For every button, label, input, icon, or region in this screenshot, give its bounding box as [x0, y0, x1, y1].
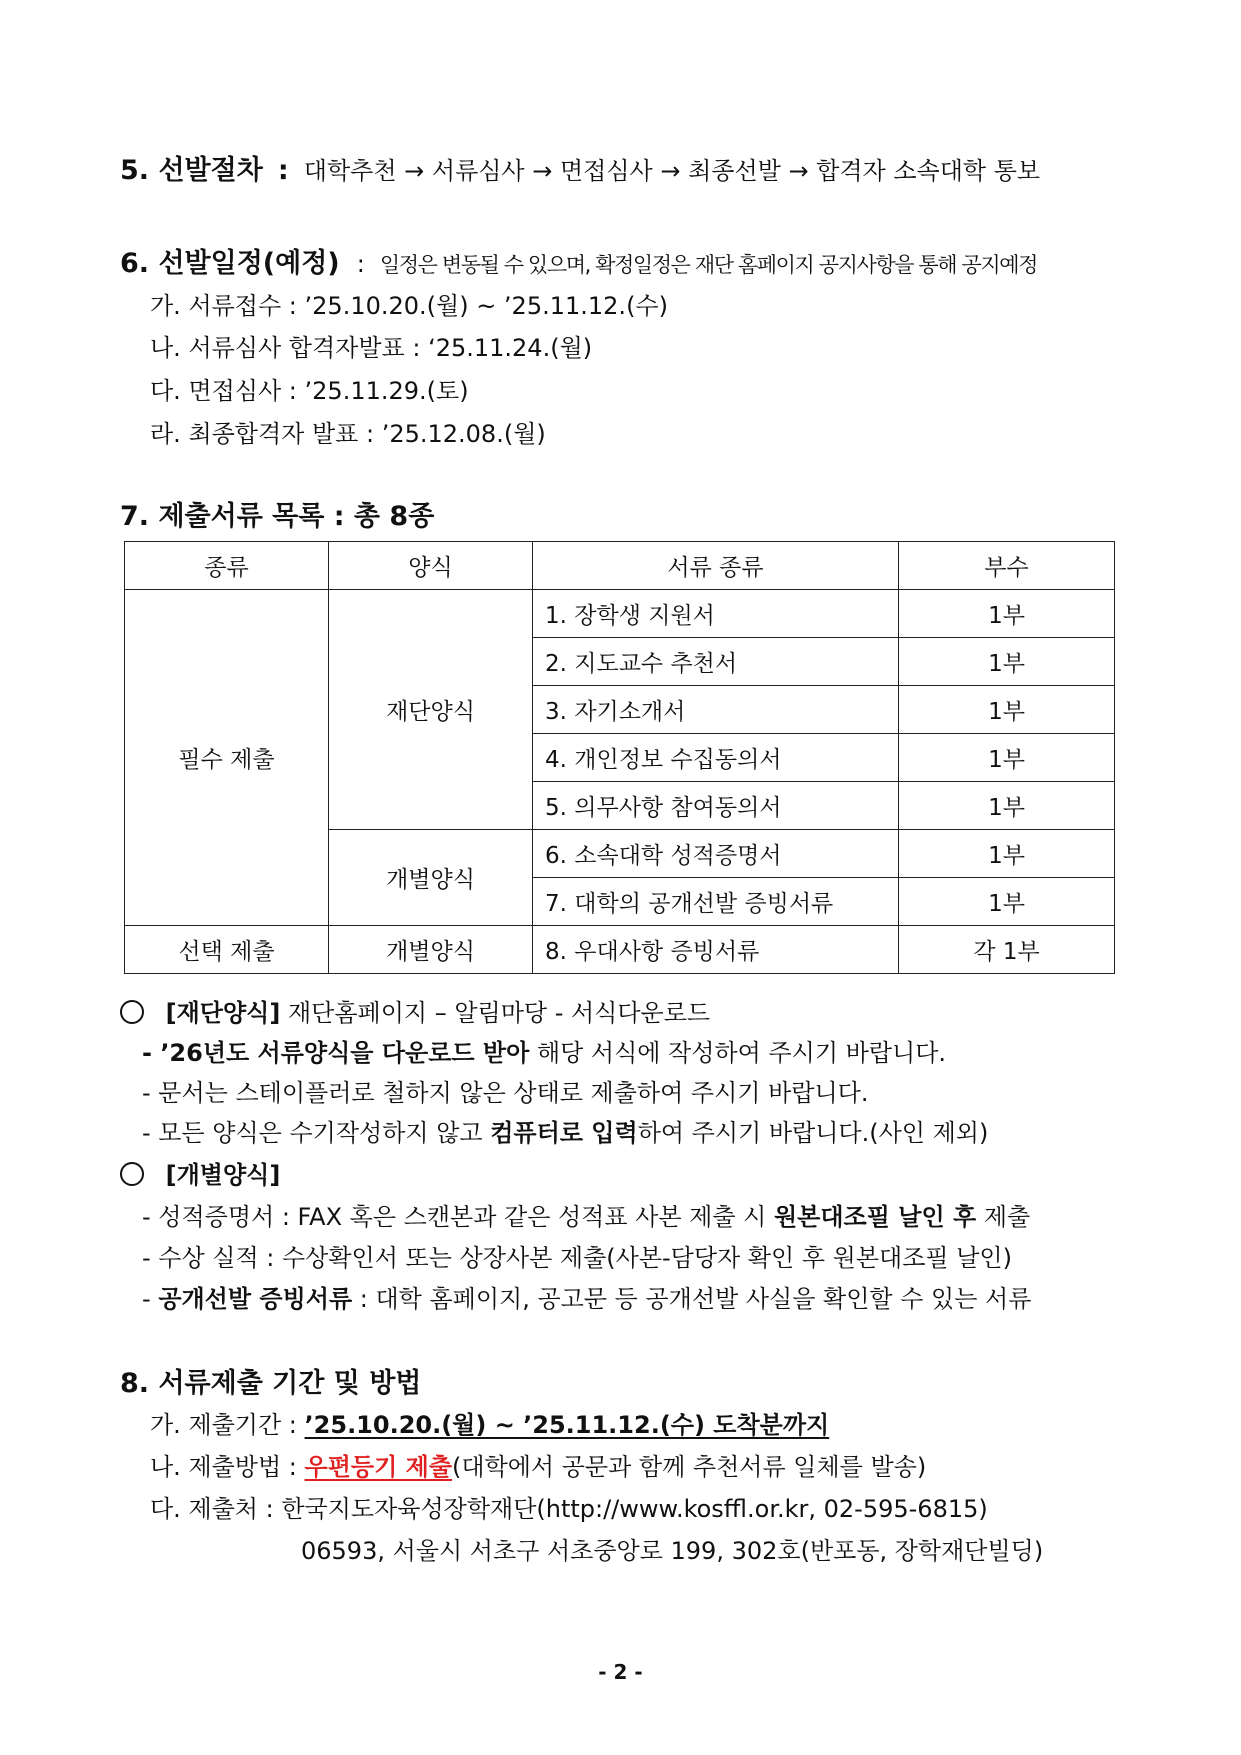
foundation-note-label: [재단양식]: [165, 999, 281, 1027]
submission-destination-value: 한국지도자육성장학재단(http://www.kosffl.or.kr, 02-595-6815): [281, 1495, 988, 1523]
doc-copies: 1부: [899, 782, 1115, 830]
doc-copies: 1부: [899, 878, 1115, 926]
table-row: [125, 926, 1115, 974]
foundation-note-heading: [120, 993, 710, 1028]
doc-copies: 1부: [899, 590, 1115, 638]
form-foundation: 재단양식: [329, 590, 533, 830]
section-8-title: 8. 서류제출 기간 및 방법: [120, 1368, 422, 1399]
foundation-note-line-1-bold: - ’26년도 서류양식을 다운로드 받아: [142, 1039, 530, 1067]
form-individual: 개별양식: [329, 926, 533, 974]
doc-name: 1. 장학생 지원서: [533, 590, 899, 638]
schedule-item-3: 다. 면접심사 : ’25.11.29.(토): [150, 377, 469, 405]
section-6-colon: :: [356, 250, 365, 278]
submission-address: 06593, 서울시 서초구 서초중앙로 199, 302호(반포동, 장학재단빌딩): [301, 1537, 1044, 1565]
doc-copies: 1부: [899, 638, 1115, 686]
section-5-title: 5. 선발절차: [120, 155, 263, 186]
foundation-note-line-3: [142, 1113, 988, 1148]
foundation-note-line-3-a: - 모든 양식은 수기작성하지 않고: [142, 1119, 483, 1147]
submission-destination-label: 다. 제출처 :: [150, 1495, 274, 1523]
doc-name: 7. 대학의 공개선발 증빙서류: [533, 878, 899, 926]
individual-note-line-3: [142, 1279, 1031, 1314]
individual-note-line-2: - 수상 실적 : 수상확인서 또는 상장사본 제출(사본-담당자 확인 후 원본대조필 날인): [142, 1244, 1012, 1272]
individual-note-line-1: [142, 1197, 1030, 1232]
foundation-note-text: 재단홈페이지 – 알림마당 - 서식다운로드: [287, 999, 711, 1027]
individual-note-heading: [120, 1155, 280, 1190]
doc-name: 5. 의무사항 참여동의서: [533, 782, 899, 830]
individual-note-line-1-bold: 원본대조필 날인 후: [774, 1203, 977, 1231]
circle-bullet-icon: [120, 1000, 144, 1024]
table-header-cell: 서류 종류: [533, 542, 899, 590]
schedule-item-4: 라. 최종합격자 발표 : ’25.12.08.(월): [150, 420, 546, 448]
individual-note-line-3-bold: 공개선발 증빙서류: [158, 1285, 353, 1313]
category-optional: 선택 제출: [125, 926, 329, 974]
doc-copies: 각 1부: [899, 926, 1115, 974]
doc-name: 3. 자기소개서: [533, 686, 899, 734]
table-row: [125, 590, 1115, 638]
doc-name: 8. 우대사항 증빙서류: [533, 926, 899, 974]
individual-note-line-3-dash: -: [142, 1285, 151, 1313]
submission-destination: [150, 1489, 988, 1524]
documents-table: [124, 541, 1115, 974]
section-5-content: 대학추천 → 서류심사 → 면접심사 → 최종선발 → 합격자 소속대학 통보: [303, 157, 1041, 185]
foundation-note-line-3-b: 하여 주시기 바랍니다.(사인 제외): [637, 1119, 989, 1147]
category-required: 필수 제출: [125, 590, 329, 926]
foundation-note-line-2: - 문서는 스테이플러로 철하지 않은 상태로 제출하여 주시기 바랍니다.: [142, 1079, 869, 1107]
section-6-title: 6. 선발일정(예정): [120, 248, 340, 279]
submission-method-value: 우편등기 제출: [304, 1453, 453, 1481]
submission-method: [150, 1447, 926, 1482]
individual-note-line-3-rest: : 대학 홈페이지, 공고문 등 공개선발 사실을 확인할 수 있는 서류: [359, 1285, 1032, 1313]
section-6-heading: [120, 241, 1037, 280]
section-6-note: 일정은 변동될 수 있으며, 확정일정은 재단 홈페이지 공지사항을 통해 공지예정: [379, 253, 1038, 277]
submission-method-rest: (대학에서 공문과 함께 추천서류 일체를 발송): [452, 1453, 927, 1481]
schedule-item-1: 가. 서류접수 : ’25.10.20.(월) ~ ’25.11.12.(수): [150, 292, 668, 320]
individual-note-line-1-b: 제출: [983, 1203, 1031, 1231]
table-header-cell: 부수: [899, 542, 1115, 590]
doc-name: 6. 소속대학 성적증명서: [533, 830, 899, 878]
doc-copies: 1부: [899, 830, 1115, 878]
submission-period: [150, 1405, 829, 1440]
section-7-title: 7. 제출서류 목록 : 총 8종: [120, 501, 435, 532]
individual-note-label: [개별양식]: [165, 1161, 281, 1189]
doc-copies: 1부: [899, 734, 1115, 782]
submission-period-label: 가. 제출기간 :: [150, 1411, 297, 1439]
schedule-item-2: 나. 서류심사 합격자발표 : ‘25.11.24.(월): [150, 334, 593, 362]
circle-bullet-icon: [120, 1162, 144, 1186]
doc-name: 4. 개인정보 수집동의서: [533, 734, 899, 782]
page-number: - 2 -: [598, 1660, 643, 1684]
section-5-colon: :: [277, 155, 289, 186]
foundation-note-line-1-rest: 해당 서식에 작성하여 주시기 바랍니다.: [536, 1039, 947, 1067]
doc-copies: 1부: [899, 686, 1115, 734]
table-header-row: [125, 542, 1115, 590]
foundation-note-line-1: [142, 1033, 946, 1068]
section-5: [120, 148, 1040, 187]
individual-note-line-1-a: - 성적증명서 : FAX 혹은 스캔본과 같은 성적표 사본 제출 시: [142, 1203, 767, 1231]
submission-period-value: ’25.10.20.(월) ~ ’25.11.12.(수) 도착분까지: [304, 1411, 830, 1439]
table-header-cell: 종류: [125, 542, 329, 590]
table-header-cell: 양식: [329, 542, 533, 590]
form-individual: 개별양식: [329, 830, 533, 926]
doc-name: 2. 지도교수 추천서: [533, 638, 899, 686]
submission-method-label: 나. 제출방법 :: [150, 1453, 297, 1481]
foundation-note-line-3-bold: 컴퓨터로 입력: [490, 1119, 638, 1147]
